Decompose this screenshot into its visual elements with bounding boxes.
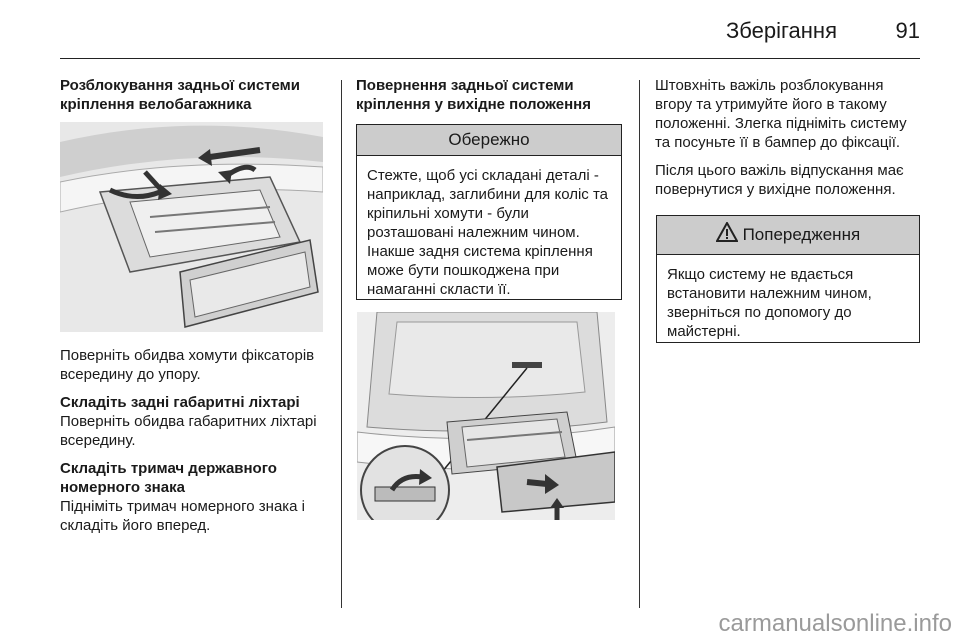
subheading-tail-lights: Складіть задні габаритні ліхтарі [60,394,300,411]
section-heading: Розблокування задньої системи кріплення велобагажника [60,77,300,113]
bike-carrier-unlock-illustration [60,122,323,332]
column-1-text [60,346,330,535]
warning-header [657,216,919,255]
bike-carrier-return-illustration [357,312,615,520]
paragraph: Підніміть тримач номерного знака і складіть його вперед. [60,498,306,534]
caution-title: Обережно [357,125,621,156]
page-header-title: Зберігання [726,18,837,43]
footer-watermark: carmanualsonline.info [718,610,952,637]
page-number: 91 [895,18,920,43]
column-2 [356,76,626,114]
paragraph: Поверніть обидва хомути фіксаторів всередину до упору. [60,347,315,383]
column-divider-1 [341,80,342,608]
column-1 [60,76,330,114]
subheading-plate-holder: Складіть тримач державного номерного знака [60,460,277,496]
header-rule [60,58,920,59]
caution-box [356,124,622,300]
paragraph: Поверніть обидва габаритних ліхтарі всередину. [60,413,317,449]
warning-title: Попередження [742,225,861,244]
column-3 [655,76,923,199]
section-heading: Повернення задньої системи кріплення у вихідне положення [356,77,591,113]
paragraph: Штовхніть важіль розблокування вгору та утримуйте його в такому положенні. Злегка підніміть систему та посуньте її в бампер до фіксації. [655,77,907,151]
column-divider-2 [639,80,640,608]
warning-text: Якщо систему не вдається встановити належним чином, зверніться по допомогу до майстерні. [667,266,872,340]
caution-text: Стежте, щоб усі складані деталі - наприклад, заглибини для коліс та кріпильні хомути - були розташовані належним чином. Інакше задня система кріплення може бути пошкоджена при намаганні скласти її. [367,167,609,298]
warning-box [656,215,920,343]
paragraph: Після цього важіль відпускання має повернутися у вихідне положення. [655,162,904,198]
warning-triangle-icon [716,218,738,236]
